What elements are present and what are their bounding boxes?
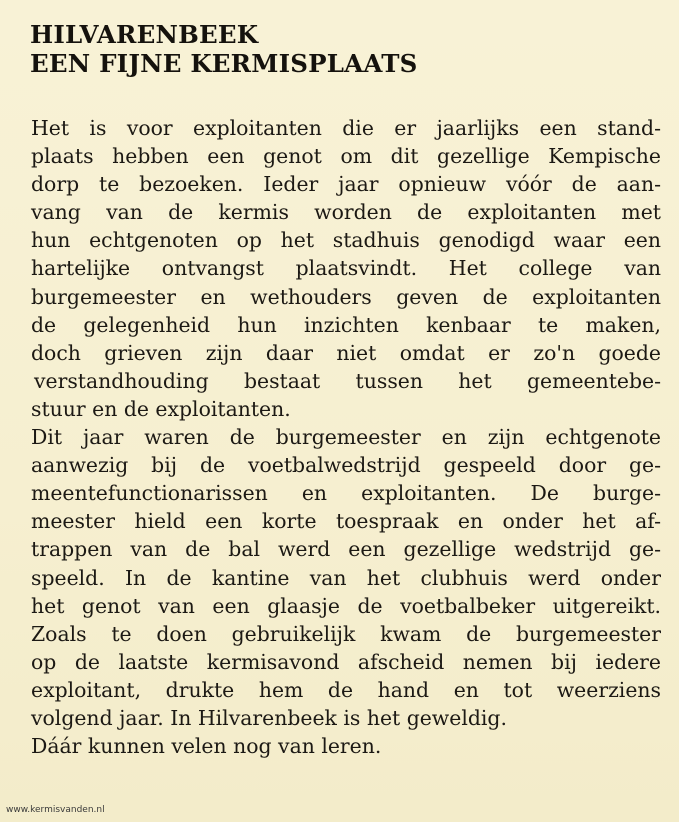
body-line: aanwezig bij de voetbalwedstrijd gespeeld door ge- [31, 453, 661, 478]
body-line: op de laatste kermisavond afscheid nemen bij iedere [31, 649, 661, 674]
body-line: hartelijke ontvangst plaatsvindt. Het college van [31, 256, 661, 281]
body-line: meester hield een korte toespraak en onder het af- [31, 509, 661, 534]
body-line: dorp te bezoeken. Ieder jaar opnieuw vóór de aan- [31, 172, 661, 197]
headline-line: EEN FIJNE KERMISPLAATS [30, 49, 418, 78]
body-line: trappen van de bal werd een gezellige wedstrijd ge- [31, 537, 661, 562]
body-line: speeld. In de kantine van het clubhuis werd onder [31, 565, 661, 590]
body-line: verstandhouding bestaat tussen het gemeentebe- [34, 368, 661, 393]
body-line: Zoals te doen gebruikelijk kwam de burgemeester [31, 621, 661, 646]
article-headline [30, 20, 418, 78]
body-line: de gelegenheid hun inzichten kenbaar te maken, [31, 312, 661, 337]
watermark-url: www.kermisvanden.nl [6, 805, 105, 815]
article-body [31, 114, 661, 760]
body-line: stuur en de exploitanten. [31, 396, 291, 421]
body-line: hun echtgenoten op het stadhuis genodigd waar een [31, 228, 661, 253]
body-line: meentefunctionarissen en exploitanten. De burge- [31, 481, 661, 506]
headline-line: HILVARENBEEK [30, 20, 259, 49]
body-line: plaats hebben een genot om dit gezellige Kempische [31, 144, 661, 169]
body-line: Het is voor exploitanten die er jaarlijks een stand- [31, 116, 661, 140]
body-line: doch grieven zijn daar niet omdat er zo'n goede [31, 340, 661, 365]
body-line: volgend jaar. In Hilvarenbeek is het geweldig. [31, 705, 507, 730]
body-line: exploitant, drukte hem de hand en tot weerziens [31, 677, 661, 702]
body-line: vang van de kermis worden de exploitanten met [31, 200, 661, 225]
body-line: burgemeester en wethouders geven de exploitanten [31, 284, 661, 309]
body-line: Dáár kunnen velen nog van leren. [31, 734, 382, 759]
body-line: het genot van een glaasje de voetbalbeker uitgereikt. [31, 593, 661, 618]
body-line: Dit jaar waren de burgemeester en zijn echtgenote [31, 425, 661, 450]
